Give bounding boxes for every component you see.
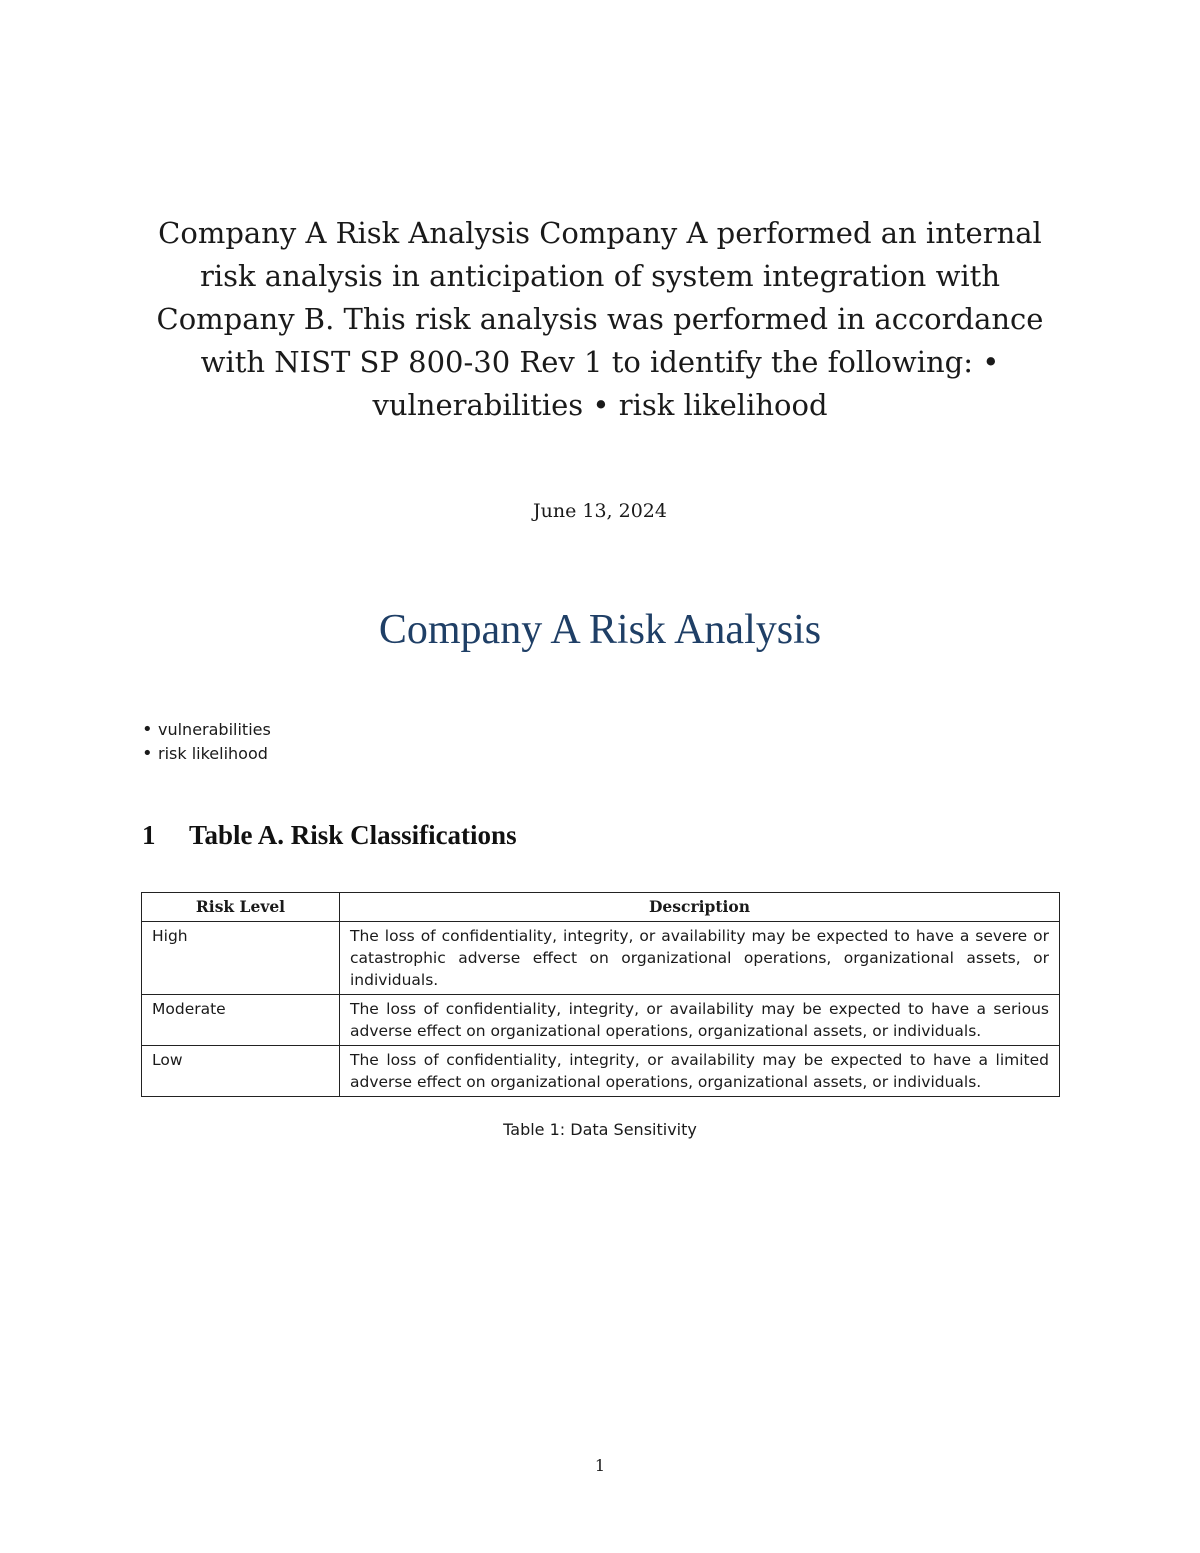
- risk-classification-table: [141, 892, 1060, 1097]
- list-item: [142, 718, 271, 742]
- description-cell: The loss of confidentiality, integrity, or availability may be expected to have a limited adverse effect on organizational operations, organizational assets, or individuals.: [340, 1046, 1060, 1097]
- column-header-description: Description: [340, 893, 1060, 922]
- description-cell: The loss of confidentiality, integrity, or availability may be expected to have a severe or catastrophic adverse effect on organizational operations, organizational assets, or individuals.: [340, 922, 1060, 995]
- section-heading: [142, 820, 517, 851]
- table-caption: Table 1: Data Sensitivity: [503, 1120, 697, 1139]
- list-item-text: vulnerabilities: [158, 720, 271, 739]
- bullet-list: [142, 718, 271, 766]
- risk-level-cell: High: [142, 922, 340, 995]
- section-title: Table A. Risk Classifications: [189, 820, 517, 850]
- column-header-risk-level: Risk Level: [142, 893, 340, 922]
- list-item: [142, 742, 271, 766]
- page-number: 1: [594, 1456, 606, 1475]
- table-row: [142, 922, 1060, 995]
- section-number: 1: [142, 820, 156, 850]
- table-row: [142, 995, 1060, 1046]
- table-header-row: [142, 893, 1060, 922]
- document-title-block: Company A Risk Analysis Company A performed an internal risk analysis in anticipation of system integration with Company B. This risk analysis was performed in accordance with NIST SP 800-30 Rev 1 to identify the following: • vulnerabilities • risk likelihood: [156, 216, 1044, 422]
- risk-level-cell: Low: [142, 1046, 340, 1097]
- risk-level-cell: Moderate: [142, 995, 340, 1046]
- document-date: June 13, 2024: [533, 500, 667, 522]
- description-cell: The loss of confidentiality, integrity, or availability may be expected to have a serious adverse effect on organizational operations, organizational assets, or individuals.: [340, 995, 1060, 1046]
- list-item-text: risk likelihood: [158, 744, 268, 763]
- table-row: [142, 1046, 1060, 1097]
- page-title: Company A Risk Analysis: [378, 607, 822, 653]
